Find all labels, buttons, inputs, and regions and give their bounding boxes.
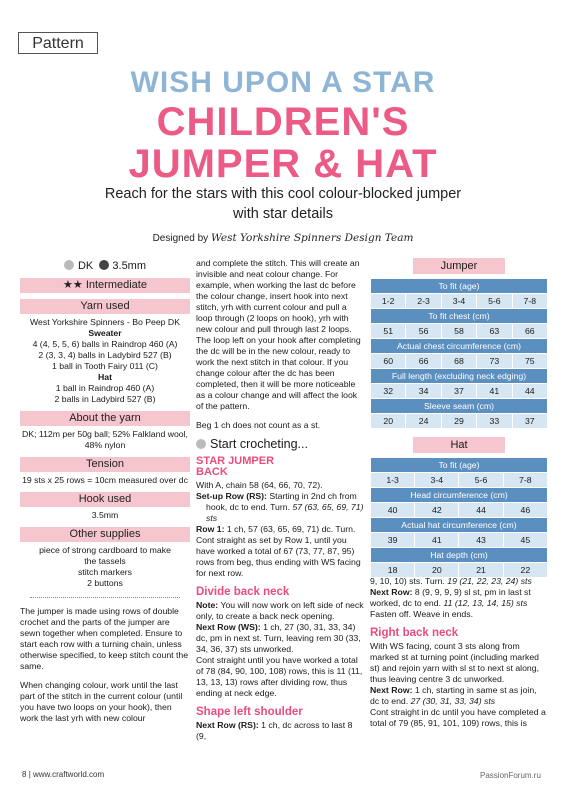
setup-text: Starting in 2nd ch from hook, dc to end. Turn. <box>206 491 357 512</box>
table-cell: 34 <box>406 384 441 399</box>
table-cell: 7-8 <box>512 294 547 309</box>
next-row <box>370 587 548 609</box>
start-label: Start crocheting... <box>210 437 308 451</box>
table-cell: 22 <box>503 563 547 578</box>
table-row <box>371 324 548 339</box>
tension-heading: Tension <box>20 457 190 472</box>
back-heading: BACK <box>196 466 228 478</box>
sweater-line: 2 (3, 3, 4) balls in Ladybird 527 (B) <box>38 350 172 360</box>
table-cell: 37 <box>512 414 547 429</box>
divide-back-neck-heading: Divide back neck <box>196 586 290 598</box>
table-cell: 32 <box>371 384 406 399</box>
hat-table-title: Hat <box>413 437 505 453</box>
table-cell: 46 <box>503 503 547 518</box>
next-row-ws <box>196 622 364 655</box>
subtitle-line-1: Reach for the stars with this cool colour-blocked jumper <box>104 186 462 202</box>
cont-line-text: 9, 10, 10) sts. Turn. <box>370 576 445 586</box>
table-cell: 39 <box>371 533 415 548</box>
table-cell: 7-8 <box>503 473 547 488</box>
subtitle-line-2: with star details <box>233 206 333 222</box>
table-cell: 24 <box>406 414 441 429</box>
designer-name: West Yorkshire Spinners Design Team <box>210 232 414 244</box>
title-line-2: CHILDREN'S <box>156 100 410 144</box>
table-cell: 63 <box>477 324 512 339</box>
supply-line: stitch markers <box>77 567 133 577</box>
note <box>196 600 364 622</box>
table-cell: 3-4 <box>415 473 459 488</box>
table-cell: 21 <box>459 563 503 578</box>
table-row <box>371 384 548 399</box>
bullet-icon <box>196 439 206 449</box>
table-row <box>371 414 548 429</box>
next-row-counts: 11 (12, 13, 14, 15) sts <box>443 598 528 608</box>
table-cell: 1-2 <box>371 294 406 309</box>
weight-label: DK <box>77 260 94 272</box>
yarn-ball-icon <box>64 260 74 270</box>
cont-line-counts: 19 (21, 22, 23, 24) sts <box>447 576 532 586</box>
table-cell: 73 <box>477 354 512 369</box>
table-cell: 41 <box>477 384 512 399</box>
table-cell: 18 <box>371 563 415 578</box>
table-cell: 45 <box>503 533 547 548</box>
divider <box>30 597 180 598</box>
table-cell: 33 <box>477 414 512 429</box>
table-cell: 5-6 <box>459 473 503 488</box>
right-back-neck-heading: Right back neck <box>370 627 459 639</box>
table-cell: 20 <box>415 563 459 578</box>
colour-change-paragraph: When changing colour, work until the last part of the stitch in the current colour (until you have two loops on your hook), then work the last yrh with new colour <box>20 680 183 723</box>
setup-label: Set-up Row (RS): <box>196 491 267 501</box>
title-line-1: WISH UPON A STAR <box>130 66 436 99</box>
designer-credit <box>0 232 566 244</box>
table-cell: 3-4 <box>441 294 476 309</box>
page-footer <box>22 770 104 779</box>
next-row-2 <box>370 685 548 707</box>
setup-row <box>196 491 364 524</box>
table-header: Sleeve seam (cm) <box>371 399 548 414</box>
level-label: Intermediate <box>85 279 147 291</box>
hat-size-table <box>370 457 548 578</box>
next-ws-label: Next Row (WS): <box>196 622 261 632</box>
table-row <box>371 294 548 309</box>
intro-paragraph: The jumper is made using rows of double crochet and the parts of the jumper are sewn together when completed. Ensure to start each row with a turning chain, unless otherwise specified, to keep stitch count the same. <box>20 606 189 671</box>
pattern-column-right <box>370 576 548 729</box>
table-header: To fit (age) <box>371 458 548 473</box>
table-cell: 66 <box>512 324 547 339</box>
cont-paragraph-3: Cont straight in dc until you have completed a total of 79 (85, 91, 101, 109) rows, this is <box>370 707 546 728</box>
hook-used-heading: Hook used <box>20 492 190 507</box>
next-row-2-label: Next Row: <box>370 685 413 695</box>
table-cell: 42 <box>415 503 459 518</box>
sweater-line: 4 (4, 5, 5, 6) balls in Raindrop 460 (A) <box>32 339 178 349</box>
table-header: Actual chest circumference (cm) <box>371 339 548 354</box>
table-header: To fit chest (cm) <box>371 309 548 324</box>
level-box <box>20 278 190 293</box>
table-row <box>371 473 548 488</box>
hook-icon <box>99 260 109 270</box>
hat-line: 1 ball in Raindrop 460 (A) <box>55 383 155 393</box>
table-cell: 40 <box>371 503 415 518</box>
supply-line: 2 buttons <box>87 578 123 588</box>
yarn-brand: West Yorkshire Spinners - Bo Peep DK <box>29 317 180 327</box>
note-label: Note: <box>196 600 219 610</box>
info-column <box>20 258 190 732</box>
row-1 <box>196 524 364 535</box>
table-header: Hat depth (cm) <box>371 548 548 563</box>
table-row <box>371 533 548 548</box>
beg-note: Beg 1 ch does not count as a st. <box>196 420 321 430</box>
about-yarn-text: DK; 112m per 50g ball; 52% Falkland wool, 48% nylon <box>22 429 188 450</box>
pattern-column <box>196 258 364 742</box>
hat-heading: Hat <box>98 372 112 382</box>
row1-label: Row 1: <box>196 524 225 534</box>
table-cell: 37 <box>441 384 476 399</box>
next-ws-text: 1 ch, 27 (30, 31, 33, 34) dc, pm in next st. Turn, leaving rem 30 (33, 34, 36, 37) sts unworked. <box>196 622 361 654</box>
supply-line: the tassels <box>84 556 126 566</box>
table-cell: 29 <box>441 414 476 429</box>
table-header: Head circumference (cm) <box>371 488 548 503</box>
next-row-2-text: 1 ch, starting in same st as join, dc to end. <box>370 685 537 706</box>
next-rs-label: Next Row (RS): <box>196 720 259 730</box>
jumper-table-title: Jumper <box>413 258 505 274</box>
table-cell: 44 <box>459 503 503 518</box>
title-line-3: JUMPER & HAT <box>128 142 438 186</box>
star-icon: ★★ <box>63 279 83 291</box>
footer-separator: | <box>28 770 31 779</box>
table-cell: 60 <box>371 354 406 369</box>
table-cell: 20 <box>371 414 406 429</box>
tension-text: 19 sts x 25 rows = 10cm measured over dc <box>22 475 188 485</box>
jumper-size-table <box>370 278 548 429</box>
table-cell: 66 <box>406 354 441 369</box>
about-yarn-heading: About the yarn <box>20 411 190 426</box>
chain-instruction: With A, chain 58 (64, 66, 70, 72). <box>196 480 323 490</box>
row1-text: 1 ch, 57 (63, 65, 69, 71) dc. Turn. <box>226 524 356 534</box>
colour-change-continued: and complete the stitch. This will create an invisible and neat colour change. For example, when working the last dc before the colour change, insert hook into next stitch, yrh with current colour and pull a loop through (2 loops on hook), yrh with new colour and pull through last 2 loops. The loop left on your hook after completing the dc will be in the new colour, ready to work the next stitch in that colour. If you change colour after the dc has been completed, then it will be more noticeable as a colour change and will affect the look of the pattern. <box>196 258 361 411</box>
note-text: You will now work on left side of neck only, to create a back neck opening. <box>196 600 364 621</box>
cont-paragraph: Cont straight as set by Row 1, until you have worked a total of 67 (73, 77, 87, 95) rows from beg, thus ending with WS facing for next row. <box>196 535 361 578</box>
table-cell: 41 <box>415 533 459 548</box>
table-header: To fit (age) <box>371 279 548 294</box>
setup-counts: 57 (63, 65, 69, 71) sts <box>206 502 364 523</box>
next-row-2-counts: 27 (30, 31, 33, 34) sts <box>410 696 496 706</box>
table-cell: 43 <box>459 533 503 548</box>
next-row-rs <box>196 720 364 742</box>
ws-facing-paragraph: With WS facing, count 3 sts along from marked st at turning point (including marked st) and rejoin yarn with sl st to next st along, thus leaving centre 3 dc unworked. <box>370 641 540 684</box>
table-cell: 68 <box>441 354 476 369</box>
hook-size-label: 3.5mm <box>112 260 147 272</box>
table-row <box>371 503 548 518</box>
designer-prefix: Designed by <box>152 233 209 244</box>
weight-hook-line <box>20 260 190 272</box>
page-number: 8 <box>22 770 27 779</box>
table-cell: 56 <box>406 324 441 339</box>
cont-line <box>370 576 548 587</box>
next-row-text: 8 (9, 9, 9, 9) sl st, pm in last st worked, dc to end. <box>370 587 531 608</box>
yarn-used-heading: Yarn used <box>20 299 190 314</box>
next-row-label: Next Row: <box>370 587 413 597</box>
site-link[interactable]: www.craftworld.com <box>33 770 105 779</box>
cont-paragraph-2: Cont straight until you have worked a total of 78 (84, 90, 100, 108) rows, this is 11 (11, 13, 13, 13) rows after dividing row, thus ending at neck edge. <box>196 655 363 698</box>
table-cell: 1-3 <box>371 473 415 488</box>
next-rs-text: 1 ch, dc across to last 8 (9, <box>196 720 353 741</box>
sizes-column <box>370 258 548 578</box>
table-cell: 44 <box>512 384 547 399</box>
hook-used-text: 3.5mm <box>91 510 119 520</box>
hat-line: 2 balls in Ladybird 527 (B) <box>54 394 156 404</box>
other-supplies-heading: Other supplies <box>20 527 190 542</box>
supply-line: piece of strong cardboard to make <box>39 545 171 555</box>
table-cell: 51 <box>371 324 406 339</box>
sweater-heading: Sweater <box>88 328 122 338</box>
section-tag: Pattern <box>18 32 98 54</box>
star-jumper-heading: STAR JUMPER <box>196 455 275 467</box>
table-header: Actual hat circumference (cm) <box>371 518 548 533</box>
table-row <box>371 354 548 369</box>
table-cell: 58 <box>441 324 476 339</box>
table-cell: 5-6 <box>477 294 512 309</box>
table-cell: 2-3 <box>406 294 441 309</box>
shape-left-shoulder-heading: Shape left shoulder <box>196 706 303 718</box>
start-crocheting <box>196 439 364 450</box>
sweater-line: 1 ball in Tooth Fairy 011 (C) <box>52 361 158 371</box>
table-cell: 75 <box>512 354 547 369</box>
watermark: PassionForum.ru <box>480 771 541 780</box>
fasten-off: Fasten off. Weave in ends. <box>370 609 474 619</box>
table-header: Full length (excluding neck edging) <box>371 369 548 384</box>
